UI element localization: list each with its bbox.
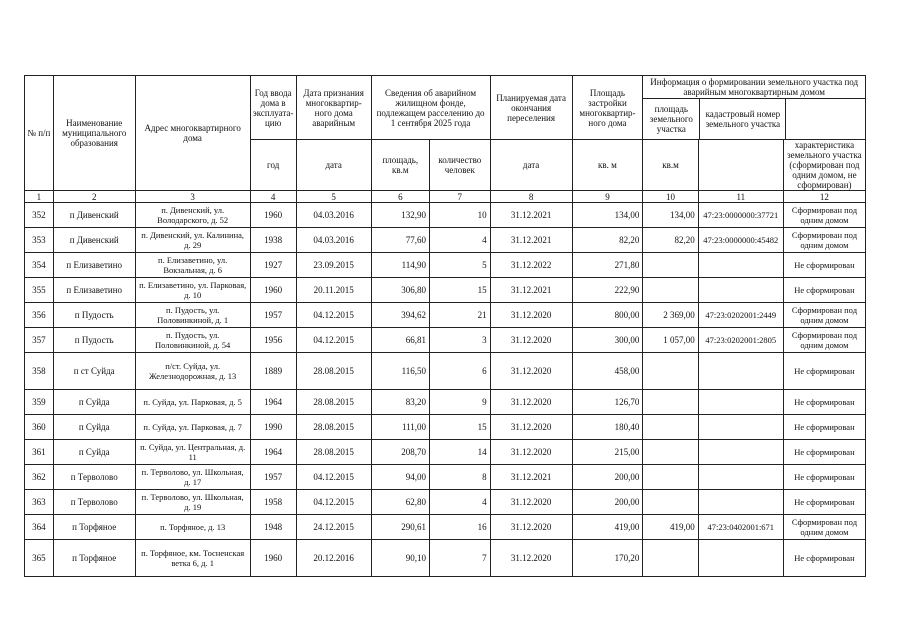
col-number: 7 — [430, 191, 491, 203]
row-building-area: 419,00 — [572, 515, 643, 540]
row-end-date: 31.12.2020 — [490, 540, 572, 577]
row-address: п. Дивенский, ул. Калинина, д. 29 — [135, 228, 250, 253]
row-cadastral — [698, 415, 783, 440]
col-number: 10 — [643, 191, 698, 203]
row-cadastral: 47:23:0000000:37721 — [698, 203, 783, 228]
row-land-status: Сформирован под одним домом — [783, 328, 865, 353]
col-number: 5 — [296, 191, 371, 203]
row-building-area: 200,00 — [572, 490, 643, 515]
row-number: 357 — [25, 328, 54, 353]
row-area: 116,50 — [371, 353, 429, 390]
row-people: 15 — [430, 278, 491, 303]
header-housing-info: Сведения об аварийном жилищном фонде, подлежащем расселению до 1 сентября 2025 года — [371, 76, 490, 140]
row-number: 354 — [25, 253, 54, 278]
row-number: 356 — [25, 303, 54, 328]
row-address: п. Суйда, ул. Парковая, д. 7 — [135, 415, 250, 440]
row-cadastral — [698, 540, 783, 577]
row-address: п. Торфяное, км. Тосненская ветка 6, д. 1 — [135, 540, 250, 577]
row-number: 359 — [25, 390, 54, 415]
column-number-row — [25, 191, 866, 203]
unit-land-area: кв.м — [643, 140, 698, 191]
header-land-area: площадь земельного участка — [643, 99, 700, 139]
row-area: 132,90 — [371, 203, 429, 228]
row-year: 1927 — [250, 253, 296, 278]
row-recognition-date: 04.03.2016 — [296, 228, 371, 253]
row-cadastral — [698, 390, 783, 415]
row-land-area — [643, 465, 698, 490]
row-address: п. Терволово, ул. Школьная, д. 17 — [135, 465, 250, 490]
row-end-date: 31.12.2022 — [490, 253, 572, 278]
row-municipality: п Елизаветино — [53, 253, 135, 278]
row-land-area — [643, 278, 698, 303]
row-land-area: 419,00 — [643, 515, 698, 540]
row-people: 6 — [430, 353, 491, 390]
row-municipality: п Суйда — [53, 390, 135, 415]
row-recognition-date: 28.08.2015 — [296, 353, 371, 390]
row-people: 5 — [430, 253, 491, 278]
table-row — [25, 353, 866, 390]
unit-year: год — [250, 140, 296, 191]
table-row — [25, 203, 866, 228]
header-municipality: Наименование муниципального образования — [53, 76, 135, 191]
row-number: 365 — [25, 540, 54, 577]
row-building-area: 134,00 — [572, 203, 643, 228]
col-number: 8 — [490, 191, 572, 203]
row-municipality: п Суйда — [53, 440, 135, 465]
row-land-status: Сформирован под одним домом — [783, 303, 865, 328]
header-land-characteristic: характеристика земельного участка (сформирован под одним домом, не сформирован) — [783, 140, 865, 191]
row-land-status: Сформирован под одним домом — [783, 203, 865, 228]
row-area: 66,81 — [371, 328, 429, 353]
row-address: п. Терволово, ул. Школьная, д. 19 — [135, 490, 250, 515]
row-recognition-date: 20.11.2015 — [296, 278, 371, 303]
row-address: п. Суйда, ул. Центральная, д. 11 — [135, 440, 250, 465]
row-land-area: 82,20 — [643, 228, 698, 253]
row-building-area: 180,40 — [572, 415, 643, 440]
row-number: 361 — [25, 440, 54, 465]
row-year: 1960 — [250, 203, 296, 228]
row-recognition-date: 04.12.2015 — [296, 328, 371, 353]
row-year: 1956 — [250, 328, 296, 353]
row-number: 358 — [25, 353, 54, 390]
row-address: п. Елизаветино, ул. Парковая, д. 10 — [135, 278, 250, 303]
row-land-status: Не сформирован — [783, 253, 865, 278]
row-end-date: 31.12.2020 — [490, 303, 572, 328]
table-row — [25, 390, 866, 415]
header-cadastral: кадастровый номер земельного участка — [700, 99, 786, 139]
col-number: 3 — [135, 191, 250, 203]
row-recognition-date: 04.12.2015 — [296, 465, 371, 490]
row-land-area — [643, 253, 698, 278]
table-row — [25, 415, 866, 440]
row-people: 15 — [430, 415, 491, 440]
row-recognition-date: 20.12.2016 — [296, 540, 371, 577]
header-land-info: Информация о формировании земельного участка под аварийным многоквартирным домом — [643, 76, 865, 99]
row-building-area: 82,20 — [572, 228, 643, 253]
row-cadastral: 47:23:0202001:2449 — [698, 303, 783, 328]
row-land-area — [643, 490, 698, 515]
row-recognition-date: 04.12.2015 — [296, 490, 371, 515]
row-land-status: Сформирован под одним домом — [783, 228, 865, 253]
row-cadastral — [698, 490, 783, 515]
row-recognition-date: 28.08.2015 — [296, 415, 371, 440]
row-year: 1964 — [250, 390, 296, 415]
table-row — [25, 303, 866, 328]
row-building-area: 200,00 — [572, 465, 643, 490]
row-end-date: 31.12.2020 — [490, 328, 572, 353]
row-number: 363 — [25, 490, 54, 515]
row-cadastral — [698, 353, 783, 390]
row-land-status: Сформирован под одним домом — [783, 515, 865, 540]
row-municipality: п Терволово — [53, 490, 135, 515]
row-recognition-date: 28.08.2015 — [296, 390, 371, 415]
row-land-status: Не сформирован — [783, 278, 865, 303]
row-area: 83,20 — [371, 390, 429, 415]
row-cadastral — [698, 278, 783, 303]
unit-build-area: кв. м — [572, 140, 643, 191]
table-row — [25, 465, 866, 490]
row-land-status: Не сформирован — [783, 490, 865, 515]
row-building-area: 215,00 — [572, 440, 643, 465]
unit-date: дата — [296, 140, 371, 191]
row-address: п. Пудость, ул. Половинкиной, д. 54 — [135, 328, 250, 353]
row-number: 364 — [25, 515, 54, 540]
row-area: 290,61 — [371, 515, 429, 540]
row-end-date: 31.12.2021 — [490, 278, 572, 303]
unit-area: площадь, кв.м — [371, 140, 429, 191]
row-people: 3 — [430, 328, 491, 353]
row-land-area — [643, 440, 698, 465]
row-building-area: 458,00 — [572, 353, 643, 390]
row-end-date: 31.12.2021 — [490, 203, 572, 228]
row-building-area: 222,90 — [572, 278, 643, 303]
row-land-status: Не сформирован — [783, 540, 865, 577]
row-land-status: Не сформирован — [783, 390, 865, 415]
row-people: 16 — [430, 515, 491, 540]
col-number: 9 — [572, 191, 643, 203]
row-number: 355 — [25, 278, 54, 303]
row-year: 1957 — [250, 465, 296, 490]
row-year: 1948 — [250, 515, 296, 540]
table-row — [25, 440, 866, 465]
col-number: 4 — [250, 191, 296, 203]
row-year: 1957 — [250, 303, 296, 328]
row-municipality: п Суйда — [53, 415, 135, 440]
emergency-housing-table — [24, 75, 866, 577]
header-building-area: Площадь застройки многоквартир-ного дома — [572, 76, 643, 140]
row-people: 10 — [430, 203, 491, 228]
row-year: 1964 — [250, 440, 296, 465]
row-area: 90,10 — [371, 540, 429, 577]
header-end-date: Планируемая дата окончания переселения — [490, 76, 572, 140]
row-year: 1960 — [250, 278, 296, 303]
row-land-status: Не сформирован — [783, 440, 865, 465]
row-land-status: Не сформирован — [783, 353, 865, 390]
row-municipality: п Дивенский — [53, 228, 135, 253]
row-number: 360 — [25, 415, 54, 440]
row-area: 62,80 — [371, 490, 429, 515]
row-recognition-date: 28.08.2015 — [296, 440, 371, 465]
row-year: 1990 — [250, 415, 296, 440]
row-cadastral — [698, 440, 783, 465]
row-number: 352 — [25, 203, 54, 228]
row-area: 208,70 — [371, 440, 429, 465]
row-area: 394,62 — [371, 303, 429, 328]
row-cadastral: 47:23:0402001:671 — [698, 515, 783, 540]
row-area: 306,80 — [371, 278, 429, 303]
row-municipality: п Елизаветино — [53, 278, 135, 303]
row-address: п. Елизаветино, ул. Вокзальная, д. 6 — [135, 253, 250, 278]
table-row — [25, 328, 866, 353]
table-row — [25, 540, 866, 577]
row-people: 7 — [430, 540, 491, 577]
table-row — [25, 253, 866, 278]
row-land-status: Не сформирован — [783, 465, 865, 490]
row-end-date: 31.12.2020 — [490, 353, 572, 390]
row-cadastral: 47:23:0202001:2805 — [698, 328, 783, 353]
row-recognition-date: 23.09.2015 — [296, 253, 371, 278]
table-body — [25, 203, 866, 577]
row-address: п/ст. Суйда, ул. Железнодорожная, д. 13 — [135, 353, 250, 390]
row-address: п. Дивенский, ул. Володарского, д. 52 — [135, 203, 250, 228]
unit-end-date: дата — [490, 140, 572, 191]
row-building-area: 300,00 — [572, 328, 643, 353]
row-end-date: 31.12.2020 — [490, 440, 572, 465]
row-end-date: 31.12.2020 — [490, 415, 572, 440]
row-year: 1960 — [250, 540, 296, 577]
row-year: 1958 — [250, 490, 296, 515]
row-people: 14 — [430, 440, 491, 465]
row-people: 8 — [430, 465, 491, 490]
row-land-status: Не сформирован — [783, 415, 865, 440]
row-address: п. Суйда, ул. Парковая, д. 5 — [135, 390, 250, 415]
row-municipality: п Дивенский — [53, 203, 135, 228]
row-area: 114,90 — [371, 253, 429, 278]
row-end-date: 31.12.2020 — [490, 490, 572, 515]
table-row — [25, 228, 866, 253]
row-area: 94,00 — [371, 465, 429, 490]
row-end-date: 31.12.2020 — [490, 515, 572, 540]
row-end-date: 31.12.2020 — [490, 390, 572, 415]
col-number: 2 — [53, 191, 135, 203]
col-number: 11 — [698, 191, 783, 203]
header-recognition-date: Дата признания многоквартир-ного дома аварийным — [296, 76, 371, 140]
row-year: 1938 — [250, 228, 296, 253]
row-people: 21 — [430, 303, 491, 328]
table-row — [25, 278, 866, 303]
row-cadastral — [698, 465, 783, 490]
col-number: 1 — [25, 191, 54, 203]
row-recognition-date: 04.03.2016 — [296, 203, 371, 228]
row-land-area: 2 369,00 — [643, 303, 698, 328]
unit-people: количество человек — [430, 140, 491, 191]
row-address: п. Пудость, ул. Половинкиной, д. 1 — [135, 303, 250, 328]
table-row — [25, 490, 866, 515]
row-year: 1889 — [250, 353, 296, 390]
row-number: 353 — [25, 228, 54, 253]
row-recognition-date: 04.12.2015 — [296, 303, 371, 328]
row-municipality: п Терволово — [53, 465, 135, 490]
row-people: 4 — [430, 228, 491, 253]
row-land-area — [643, 353, 698, 390]
row-land-area: 134,00 — [643, 203, 698, 228]
row-people: 9 — [430, 390, 491, 415]
row-end-date: 31.12.2021 — [490, 465, 572, 490]
row-address: п. Торфяное, д. 13 — [135, 515, 250, 540]
row-area: 111,00 — [371, 415, 429, 440]
row-land-area — [643, 390, 698, 415]
row-cadastral: 47:23:0000000:45482 — [698, 228, 783, 253]
row-building-area: 126,70 — [572, 390, 643, 415]
row-municipality: п Пудость — [53, 328, 135, 353]
row-people: 4 — [430, 490, 491, 515]
row-land-area: 1 057,00 — [643, 328, 698, 353]
header-num: № п/п — [25, 76, 54, 191]
row-number: 362 — [25, 465, 54, 490]
row-municipality: п Пудость — [53, 303, 135, 328]
header-address: Адрес многоквартирного дома — [135, 76, 250, 191]
header-row-1 — [25, 76, 866, 140]
row-building-area: 800,00 — [572, 303, 643, 328]
row-cadastral — [698, 253, 783, 278]
row-building-area: 170,20 — [572, 540, 643, 577]
col-number: 6 — [371, 191, 429, 203]
row-area: 77,60 — [371, 228, 429, 253]
row-end-date: 31.12.2021 — [490, 228, 572, 253]
row-municipality: п Торфяное — [53, 540, 135, 577]
row-land-area — [643, 415, 698, 440]
table-row — [25, 515, 866, 540]
header-year: Год ввода дома в эксплуата-цию — [250, 76, 296, 140]
row-municipality: п ст Суйда — [53, 353, 135, 390]
row-municipality: п Торфяное — [53, 515, 135, 540]
row-recognition-date: 24.12.2015 — [296, 515, 371, 540]
row-building-area: 271,80 — [572, 253, 643, 278]
header-land-block — [643, 76, 866, 140]
row-land-area — [643, 540, 698, 577]
col-number: 12 — [783, 191, 865, 203]
